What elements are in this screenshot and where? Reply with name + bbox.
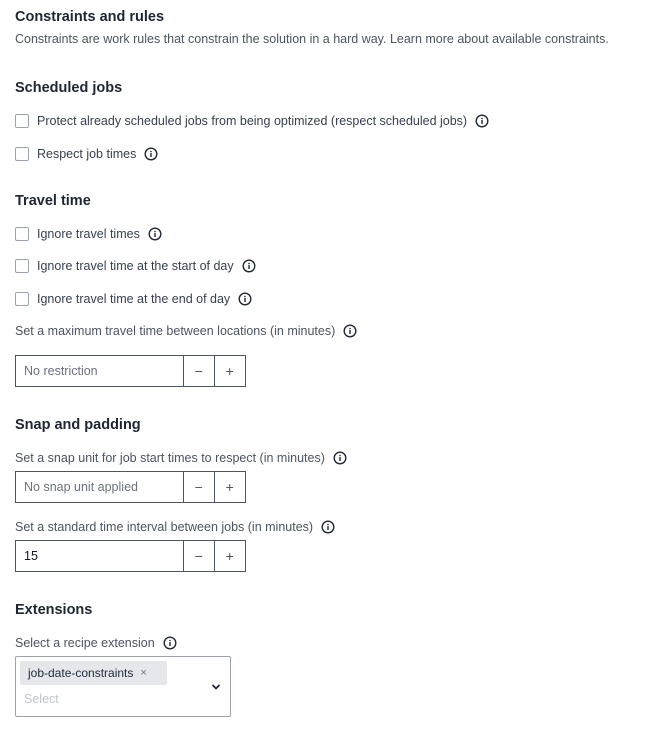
section-title-scheduled-jobs: Scheduled jobs xyxy=(15,80,123,96)
ignore-travel-times-checkbox[interactable] xyxy=(15,227,29,241)
ignore-travel-end-of-day-checkbox[interactable] xyxy=(15,292,29,306)
time-interval-label xyxy=(15,519,335,535)
info-icon[interactable] xyxy=(321,520,335,534)
section-title-extensions: Extensions xyxy=(15,602,93,618)
max-travel-time-stepper xyxy=(15,355,246,387)
field-label-text: Set a standard time interval between jobs (in minutes) xyxy=(15,520,314,534)
increment-button[interactable]: + xyxy=(215,541,245,571)
snap-unit-stepper xyxy=(15,471,246,503)
checkbox-row-ignore-travel-start-of-day[interactable] xyxy=(15,258,256,274)
selected-tag xyxy=(20,661,167,685)
snap-unit-input[interactable] xyxy=(16,472,184,502)
remove-tag-icon[interactable]: × xyxy=(140,667,147,679)
recipe-extension-select[interactable] xyxy=(15,656,231,717)
recipe-extension-label xyxy=(15,635,177,651)
increment-button[interactable]: + xyxy=(215,472,245,502)
checkbox-row-protect-scheduled-jobs[interactable] xyxy=(15,113,489,129)
field-label-text: Set a maximum travel time between locations (in minutes) xyxy=(15,324,336,338)
info-icon[interactable] xyxy=(144,147,158,161)
field-label-text: Select a recipe extension xyxy=(15,636,155,650)
constraints-panel xyxy=(0,0,661,47)
decrement-button[interactable]: − xyxy=(184,472,215,502)
time-interval-input[interactable] xyxy=(16,541,184,571)
tag-label: job-date-constraints xyxy=(28,666,134,680)
chevron-down-icon[interactable] xyxy=(210,681,222,693)
respect-job-times-checkbox[interactable] xyxy=(15,147,29,161)
select-placeholder[interactable]: Select xyxy=(24,692,59,706)
checkbox-label: Respect job times xyxy=(37,147,137,161)
increment-button[interactable]: + xyxy=(215,356,245,386)
info-icon[interactable] xyxy=(475,114,489,128)
checkbox-label: Protect already scheduled jobs from being optimized (respect scheduled jobs) xyxy=(37,114,468,128)
decrement-button[interactable]: − xyxy=(184,541,215,571)
decrement-button[interactable]: − xyxy=(184,356,215,386)
max-travel-time-label xyxy=(15,323,357,339)
info-icon[interactable] xyxy=(242,259,256,273)
page-title: Constraints and rules xyxy=(15,9,165,25)
field-label-text: Set a snap unit for job start times to respect (in minutes) xyxy=(15,451,325,465)
checkbox-label: Ignore travel time at the end of day xyxy=(37,292,231,306)
max-travel-time-input[interactable] xyxy=(16,356,184,386)
time-interval-stepper xyxy=(15,540,246,572)
checkbox-row-respect-job-times[interactable] xyxy=(15,146,158,162)
snap-unit-label xyxy=(15,450,347,466)
ignore-travel-start-of-day-checkbox[interactable] xyxy=(15,259,29,273)
info-icon[interactable] xyxy=(333,451,347,465)
info-icon[interactable] xyxy=(238,292,252,306)
protect-scheduled-jobs-checkbox[interactable] xyxy=(15,114,29,128)
info-icon[interactable] xyxy=(343,324,357,338)
page-subtitle: Constraints are work rules that constrain the solution in a hard way. Learn more about available constraints. xyxy=(15,32,609,46)
section-title-travel-time: Travel time xyxy=(15,193,91,209)
section-title-snap-and-padding: Snap and padding xyxy=(15,417,141,433)
checkbox-row-ignore-travel-times[interactable] xyxy=(15,226,162,242)
info-icon[interactable] xyxy=(148,227,162,241)
checkbox-label: Ignore travel time at the start of day xyxy=(37,259,234,273)
checkbox-row-ignore-travel-end-of-day[interactable] xyxy=(15,291,252,307)
checkbox-label: Ignore travel times xyxy=(37,227,140,241)
info-icon[interactable] xyxy=(163,636,177,650)
